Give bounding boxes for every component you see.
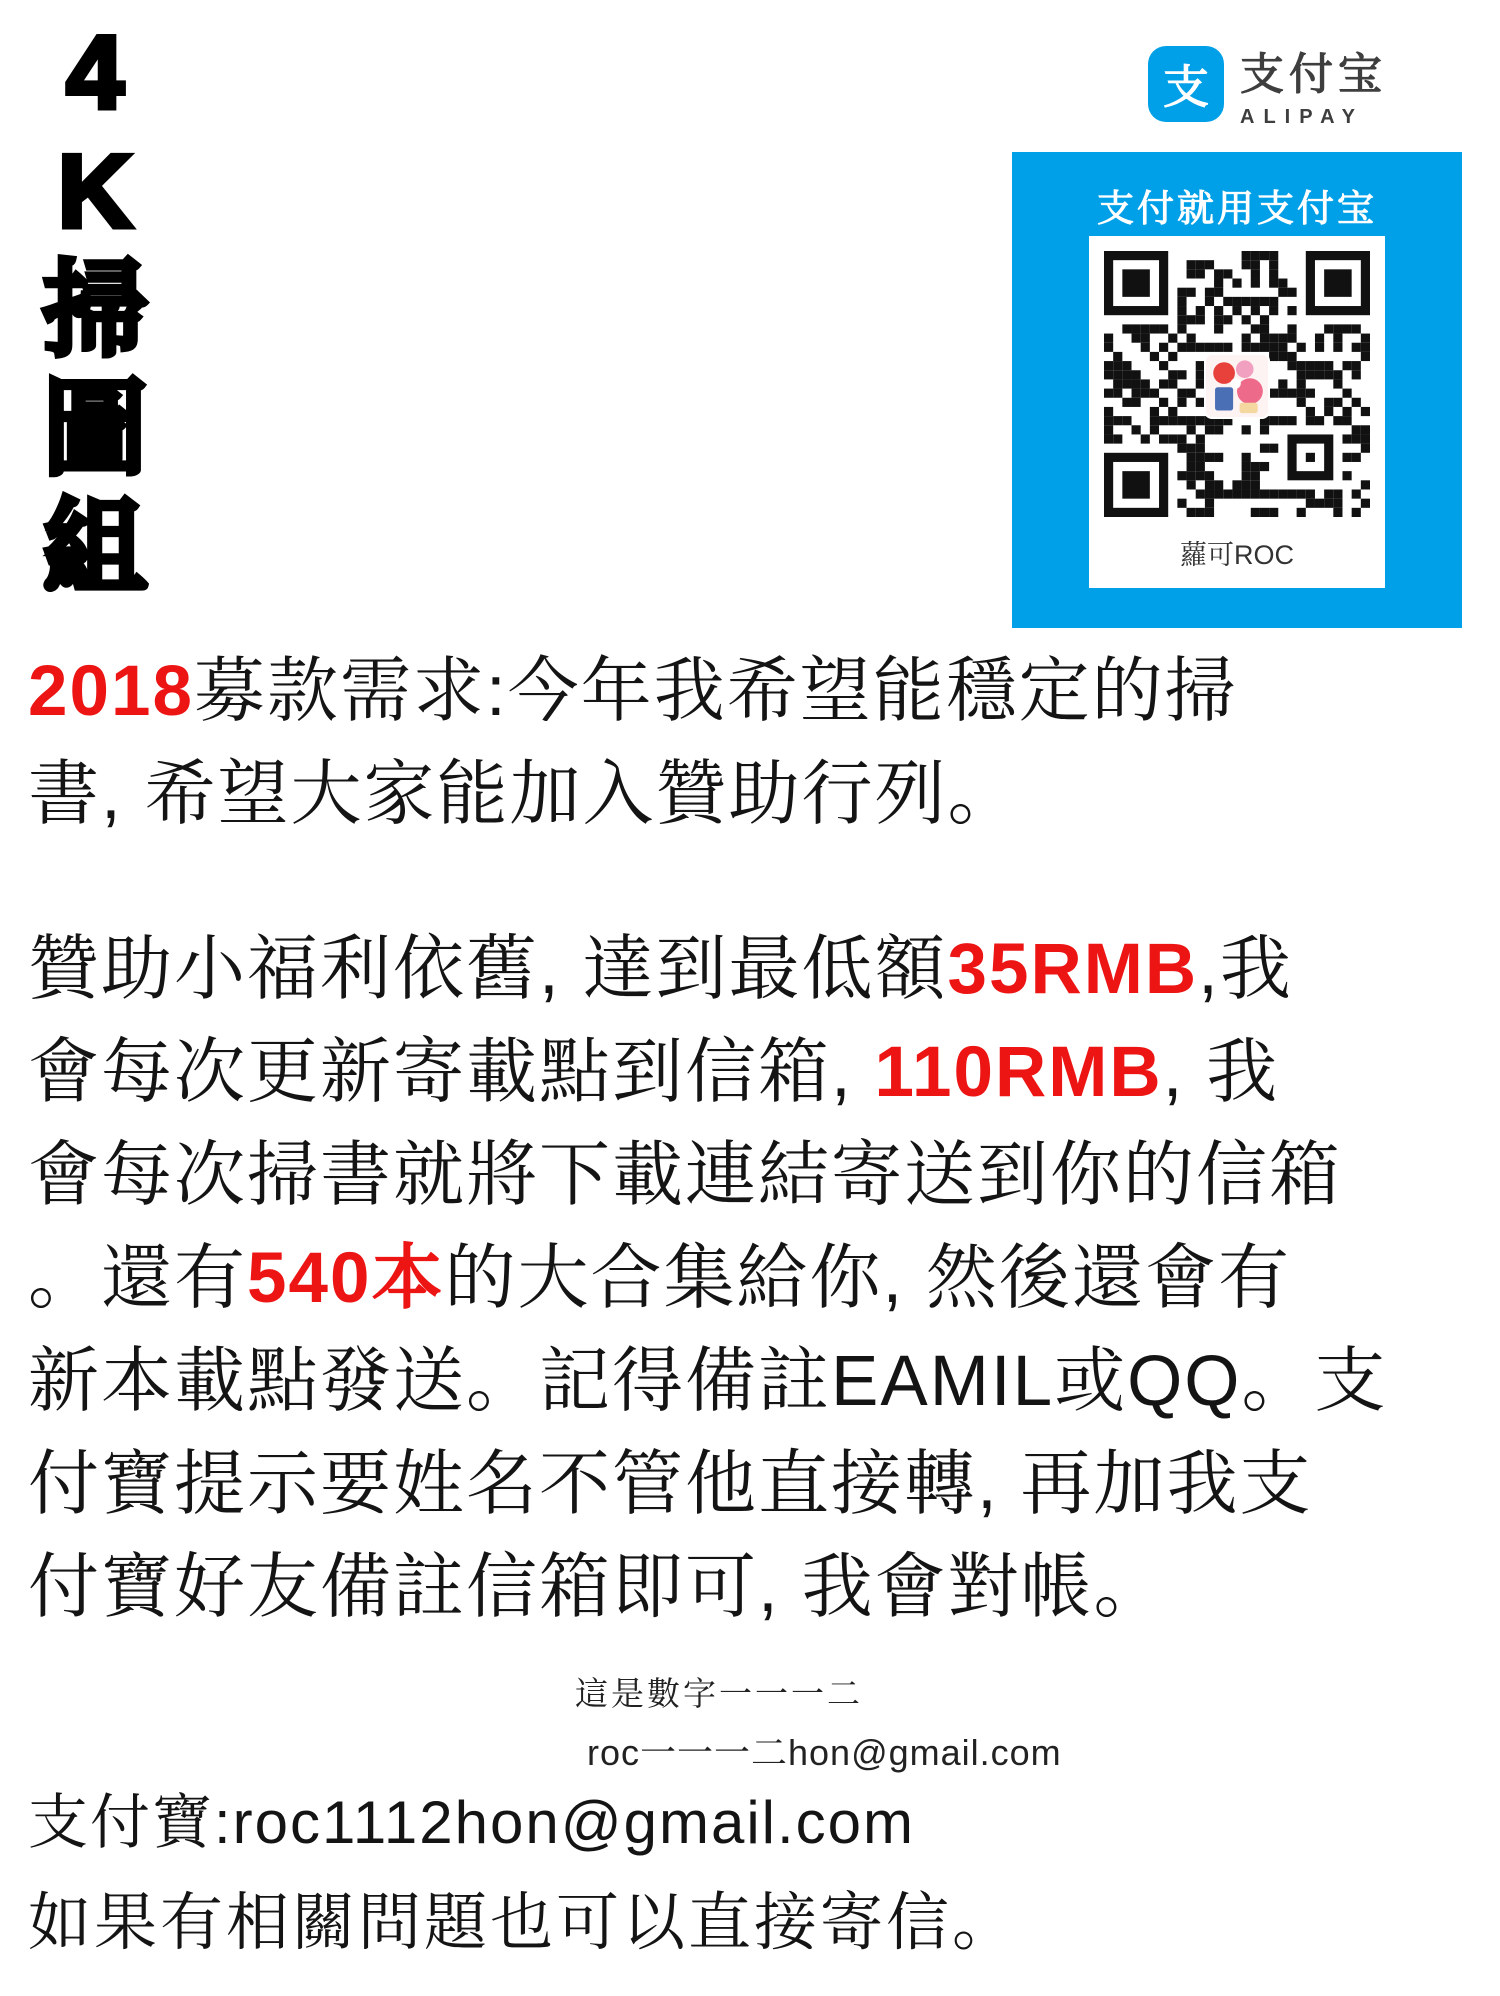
text-segment: 。還有 — [28, 1239, 248, 1318]
text-line — [28, 1536, 1488, 1639]
text-segment: 會每次掃書就將下載連結寄送到你的信箱 — [28, 1136, 1343, 1215]
text-line — [28, 743, 1488, 846]
text-line — [28, 918, 1488, 1021]
paragraph-details — [28, 918, 1488, 1639]
alipay-qr-card — [1012, 152, 1462, 628]
text-line — [28, 1330, 1488, 1433]
alipay-account-line: 支付寶:roc1112hon@gmail.com — [28, 1789, 916, 1856]
group-title-vertical — [20, 14, 170, 609]
alipay-logo-text — [1240, 38, 1387, 129]
paragraph-intro — [28, 640, 1488, 846]
highlight-540books: 540本 — [247, 1239, 445, 1318]
qr-card-title: 支付就用支付宝 — [1097, 188, 1377, 229]
title-char: 4 — [66, 15, 124, 131]
text-line — [28, 1021, 1488, 1124]
text-segment: 贊助小福利依舊, 達到最低額 — [28, 930, 948, 1009]
text-segment: , 我 — [1162, 1033, 1280, 1112]
text-segment: 募款需求:今年我希望能穩定的掃 — [193, 652, 1238, 731]
text-line — [28, 1227, 1488, 1330]
text-line — [28, 640, 1488, 743]
alipay-brand-icon — [1148, 46, 1224, 122]
qr-account-label: 蘿可ROC — [1180, 540, 1294, 570]
title-char: K — [57, 134, 133, 250]
text-segment: 付寶提示要姓名不管他直接轉, 再加我支 — [28, 1445, 1313, 1524]
text-segment: 書, 希望大家能加入贊助行列。 — [28, 755, 1021, 834]
text-line — [28, 1433, 1488, 1536]
text-segment: 新本載點發送。記得備註EAMIL或QQ。支 — [28, 1342, 1388, 1421]
text-segment: 會每次更新寄載點到信箱, — [28, 1033, 875, 1112]
title-char: 掃 — [42, 253, 147, 369]
title-char: 圖 — [42, 372, 147, 488]
highlight-35rmb: 35RMB — [947, 930, 1199, 1009]
alipay-zhi-glyph: 支 — [1163, 60, 1209, 113]
alipay-name-cn: 支付宝 — [1240, 50, 1387, 99]
title-char: 組 — [42, 491, 147, 607]
highlight-110rmb: 110RMB — [874, 1033, 1163, 1112]
contact-note-line: 如果有相關問題也可以直接寄信。 — [28, 1888, 1018, 1958]
text-segment: ,我 — [1198, 930, 1293, 1009]
highlight-year: 2018 — [28, 652, 194, 731]
alipay-name-en: ALIPAY — [1240, 106, 1365, 128]
text-segment: 付寶好友備註信箱即可, 我會對帳。 — [28, 1548, 1167, 1627]
digits-hint: 這是數字一一一二 — [575, 1675, 863, 1712]
text-line — [28, 1124, 1488, 1227]
number-hint-notes — [575, 1668, 1062, 1776]
qr-white-panel — [1089, 236, 1385, 588]
avatar-art — [1206, 355, 1268, 417]
alipay-logo — [1148, 38, 1387, 129]
qr-center-avatar — [1206, 355, 1268, 417]
email-hint: roc一一一二hon@gmail.com — [587, 1732, 1062, 1773]
text-segment: 的大合集給你, 然後還會有 — [444, 1239, 1291, 1318]
